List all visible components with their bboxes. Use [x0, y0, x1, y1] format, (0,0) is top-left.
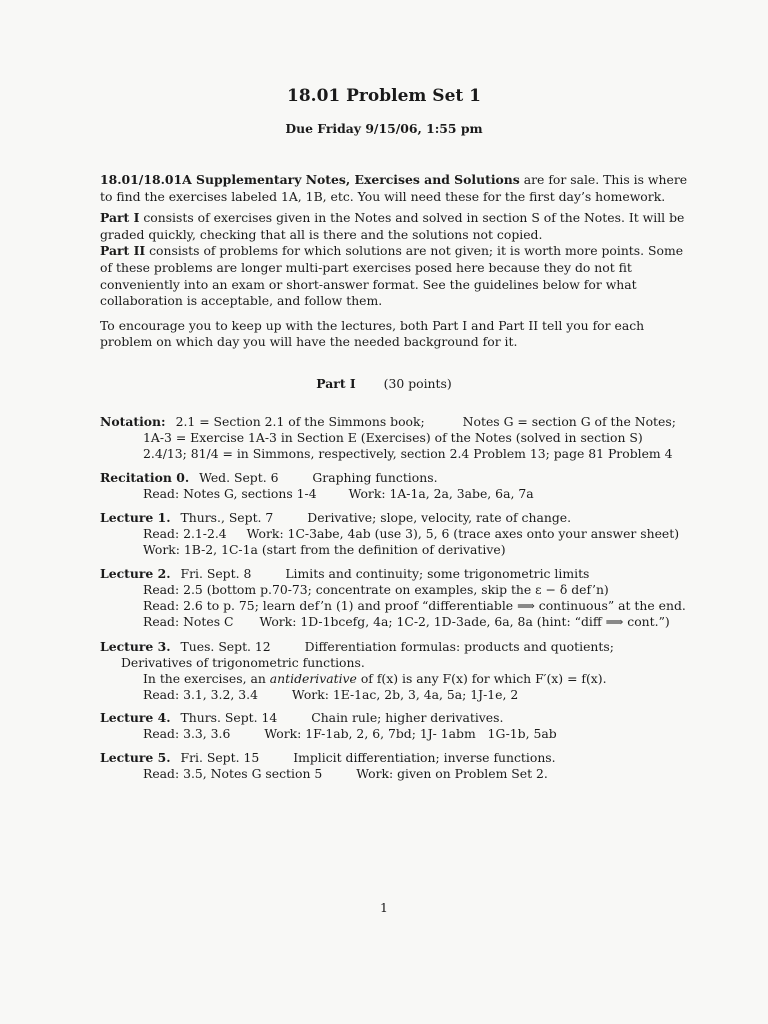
lecture-5-work: Work: given on Problem Set 2. — [356, 766, 548, 781]
lecture-5-label: Lecture 5. — [100, 750, 171, 765]
lecture-5-header — [100, 750, 700, 766]
recitation-0-work: Work: 1A-1a, 2a, 3abe, 6a, 7a — [348, 486, 534, 501]
antiderivative-post: of f(x) is any F(x) for which F′(x) = f(x). — [356, 671, 607, 686]
lecture-4 — [100, 710, 700, 742]
lecture-2-read-1: Read: 2.5 (bottom p.70-73; concentrate on examples, skip the ε − δ def’n) — [143, 582, 609, 597]
lecture-1-label: Lecture 1. — [100, 510, 171, 525]
lecture-3-topic-2: Derivatives of trigonometric functions. — [121, 655, 365, 670]
lecture-4-assign — [100, 726, 700, 742]
part1-text: consists of exercises given in the Notes and solved in section S of the Notes. It will be graded quickly, checking that all is there and the solutions not copied. — [100, 210, 685, 242]
lecture-2 — [100, 566, 700, 630]
lecture-1-work: Work: 1C-3abe, 4ab (use 3), 5, 6 (trace axes onto your answer sheet) — [246, 526, 680, 541]
lecture-2-read-3 — [100, 614, 700, 630]
notation-block — [100, 414, 700, 462]
notation-notes: Notes G = section G of the Notes; — [462, 414, 676, 429]
lecture-2-header — [100, 566, 700, 582]
recitation-0-label: Recitation 0. — [100, 470, 190, 485]
lecture-1-assign — [100, 526, 700, 542]
lecture-4-read: Read: 3.3, 3.6 — [143, 726, 231, 741]
lecture-1-read: Read: 2.1-2.4 — [143, 526, 227, 541]
notation-line-2: 1A-3 = Exercise 1A-3 in Section E (Exercises) of the Notes (solved in section S) — [143, 430, 643, 445]
intro-section — [100, 172, 690, 351]
lecture-5-topic: Implicit differentiation; inverse functions. — [293, 750, 556, 765]
lecture-1 — [100, 510, 700, 558]
lecture-2-date: Fri. Sept. 8 — [180, 566, 252, 581]
part1-label: Part I — [100, 210, 140, 226]
lecture-3-header — [100, 639, 700, 655]
lecture-3-work: Work: 1E-1ac, 2b, 3, 4a, 5a; 1J-1e, 2 — [291, 687, 519, 702]
lecture-1-header — [100, 510, 700, 526]
lecture-1-date: Thurs., Sept. 7 — [180, 510, 274, 525]
lecture-2-read-notes: Read: Notes C — [143, 614, 234, 629]
part2-label: Part II — [100, 243, 146, 259]
lecture-1-topic: Derivative; slope, velocity, rate of change. — [307, 510, 572, 525]
lecture-4-work: Work: 1F-1ab, 2, 6, 7bd; 1J- 1abm 1G-1b, 5ab — [264, 726, 557, 741]
antiderivative-term: antiderivative — [269, 671, 357, 686]
lecture-3-topic: Differentiation formulas: products and quotients; — [304, 639, 614, 654]
intro-text: are for sale. This is where to find the exercises labeled 1A, 1B, etc. You will need these for the first day’s homework. — [100, 172, 688, 204]
recitation-0-assign — [100, 486, 700, 502]
lecture-5-read: Read: 3.5, Notes G section 5 — [143, 766, 323, 781]
encourage-paragraph: To encourage you to keep up with the lectures, both Part I and Part II tell you for each problem on which day you will have the needed background for it. — [100, 317, 645, 350]
notation-simmons: 2.1 = Section 2.1 of the Simmons book; — [175, 414, 425, 429]
lecture-3 — [100, 639, 700, 703]
notation-line-1 — [100, 414, 700, 430]
lecture-4-header — [100, 710, 700, 726]
part2-description — [100, 243, 690, 309]
lecture-5 — [100, 750, 700, 782]
recitation-0 — [100, 470, 700, 502]
lecture-4-label: Lecture 4. — [100, 710, 171, 725]
lecture-3-assign — [100, 687, 700, 703]
recitation-0-topic: Graphing functions. — [312, 470, 438, 485]
lecture-2-work: Work: 1D-1bcefg, 4a; 1C-2, 1D-3ade, 6a, 8a (hint: “diff ⟹ cont.”) — [259, 614, 670, 629]
lecture-3-date: Tues. Sept. 12 — [180, 639, 271, 654]
notes-title: 18.01/18.01A Supplementary Notes, Exercises and Solutions — [100, 172, 520, 187]
part-heading-points: (30 points) — [383, 376, 452, 391]
lecture-3-read: Read: 3.1, 3.2, 3.4 — [143, 687, 258, 702]
notation-label: Notation: — [100, 414, 166, 429]
notation-line-3: 2.4/13; 81/4 = in Simmons, respectively, section 2.4 Problem 13; page 81 Problem 4 — [143, 446, 673, 461]
part1-description — [100, 210, 690, 243]
recitation-0-date: Wed. Sept. 6 — [199, 470, 279, 485]
lecture-4-date: Thurs. Sept. 14 — [180, 710, 278, 725]
part2-text: consists of problems for which solutions are not given; it is worth more points. Some of these problems are longer multi-part exercises posed here because they do not fit conveniently into an exam or short-answer format. See the guidelines below for what collaboration is acceptable, and follow them. — [100, 243, 684, 309]
part-heading-label: Part I — [316, 376, 356, 391]
lecture-5-date: Fri. Sept. 15 — [180, 750, 260, 765]
lecture-2-topic: Limits and continuity; some trigonometric limits — [285, 566, 590, 581]
recitation-0-read: Read: Notes G, sections 1-4 — [143, 486, 317, 501]
lecture-2-label: Lecture 2. — [100, 566, 171, 581]
lecture-5-assign — [100, 766, 700, 782]
recitation-0-header — [100, 470, 700, 486]
due-date: Due Friday 9/15/06, 1:55 pm — [285, 121, 483, 136]
lecture-3-label: Lecture 3. — [100, 639, 171, 654]
antiderivative-pre: In the exercises, an — [143, 671, 270, 686]
lecture-4-topic: Chain rule; higher derivatives. — [311, 710, 504, 725]
lecture-1-work-2: Work: 1B-2, 1C-1a (start from the definition of derivative) — [143, 542, 506, 557]
page-title: 18.01 Problem Set 1 — [287, 86, 481, 106]
part-heading — [0, 376, 768, 391]
lecture-3-antiderivative — [100, 671, 700, 687]
page-number: 1 — [380, 900, 388, 915]
intro-paragraph — [100, 172, 690, 205]
lecture-2-read-2: Read: 2.6 to p. 75; learn def’n (1) and proof “differentiable ⟹ continuous” at the end. — [143, 598, 686, 613]
